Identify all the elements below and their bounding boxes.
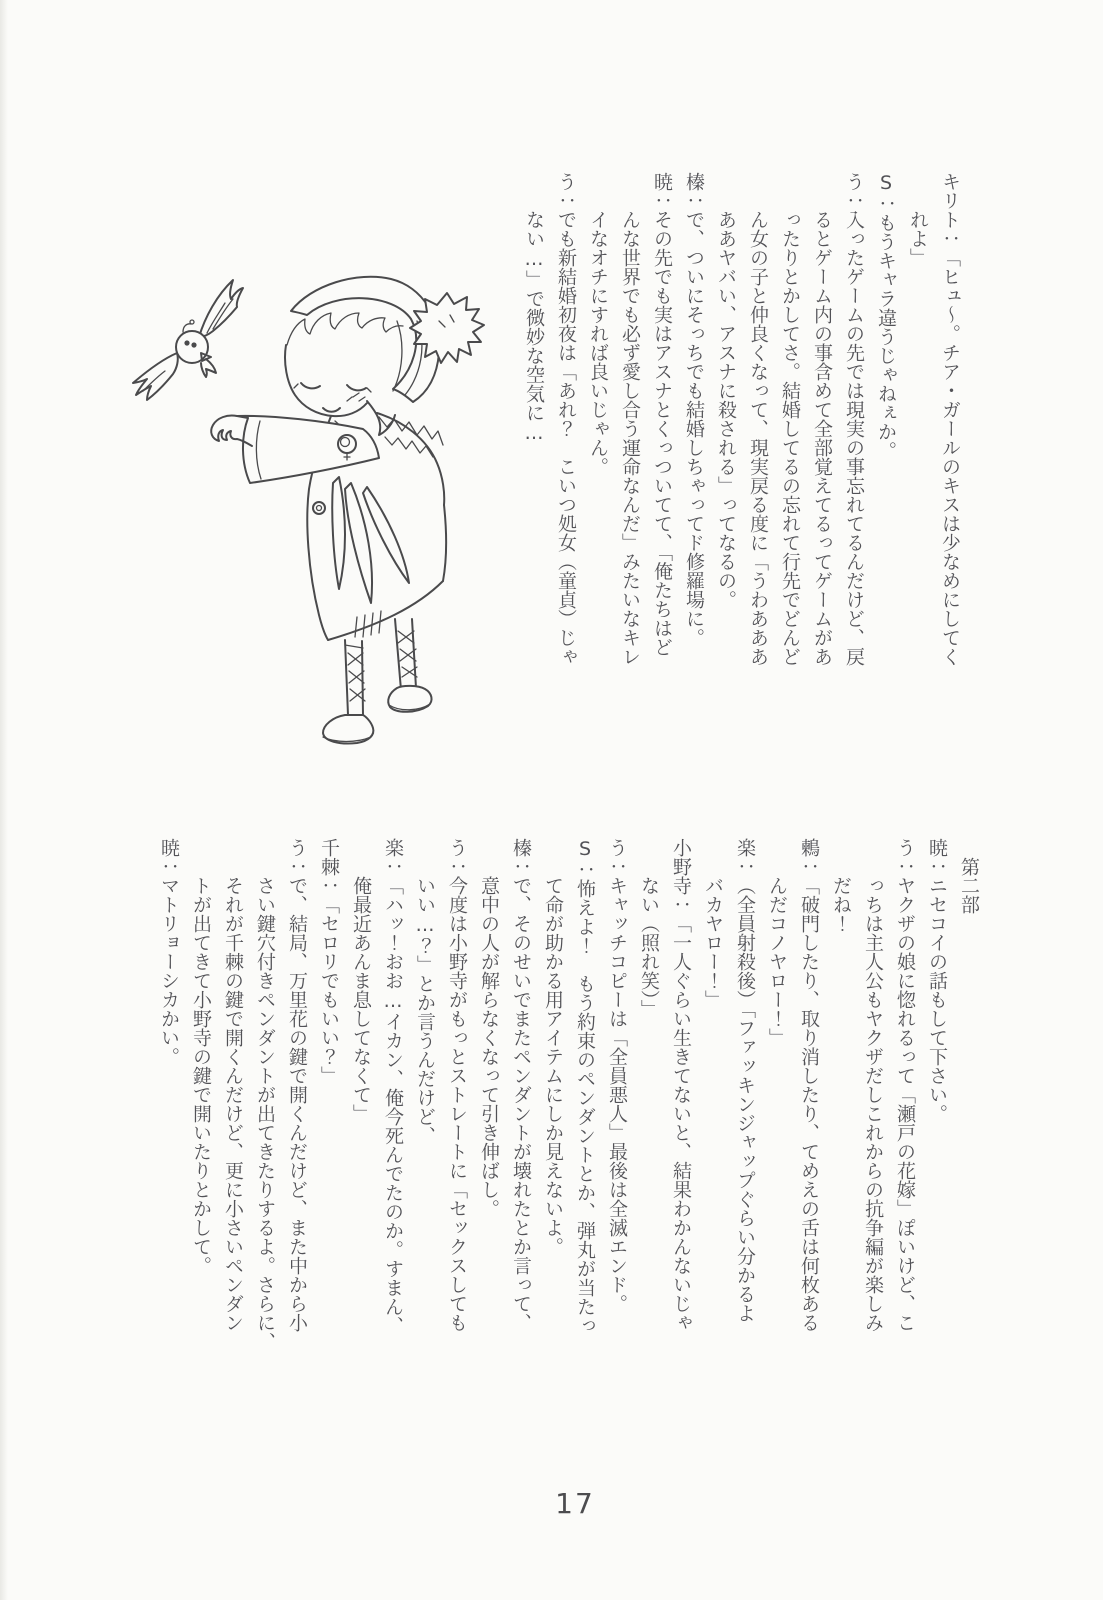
text-column: う：キャッチコピーは「全員悪人」最後は全滅エンド。 bbox=[606, 838, 628, 1313]
text-column: んだコノヤロー！」 bbox=[766, 838, 788, 1047]
chibi-girl-figure bbox=[211, 277, 484, 744]
text-column: ない…」で微妙な空気に… bbox=[523, 172, 545, 444]
text-column: う：入ったゲームの先では現実の事忘れてるんだけど、戻 bbox=[843, 172, 865, 666]
page-number: 17 bbox=[555, 1487, 595, 1520]
flying-bird-icon bbox=[133, 280, 243, 400]
text-column: れよ」 bbox=[907, 172, 929, 267]
text-column: 俺最近あんま息してなくて」 bbox=[350, 838, 372, 1123]
dialogue-block-part2 bbox=[105, 838, 985, 1426]
chibi-girl-with-bird-illustration bbox=[95, 225, 495, 760]
text-column: ない（照れ笑）」 bbox=[638, 838, 660, 1019]
text-column: イなオチにすれば良いじゃん。 bbox=[587, 172, 609, 476]
text-column: 楽：（全員射殺後）「ファッキンジャップぐらい分かるよ bbox=[734, 838, 756, 1323]
text-column: S：もうキャラ違うじゃねぇか。 bbox=[875, 172, 897, 460]
text-column: う：今度は小野寺がもっとストレートに「セックスしても bbox=[446, 838, 468, 1332]
text-column: 鶫：「破門したり、取り消したり、てめえの舌は何枚ある bbox=[798, 838, 820, 1332]
text-column: さい鍵穴付きペンダントが出てきたりするよ。さらに、 bbox=[254, 838, 276, 1351]
text-column: いい…？」とか言うんだけど、 bbox=[414, 838, 436, 1145]
dialogue-block-part1 bbox=[506, 172, 966, 764]
text-column: 楽：「ハッ！おお…イカン、俺今死んでたのか。すまん、 bbox=[382, 838, 404, 1335]
text-column: て命が助かる用アイテムにしか見えないよ。 bbox=[542, 838, 564, 1256]
text-column: 小野寺：「一人ぐらい生きてないと、結果わかんないじゃ bbox=[670, 838, 692, 1332]
text-column: トが出てきて小野寺の鍵で開いたりとかして。 bbox=[190, 838, 212, 1275]
text-column: S：怖えよ！ もう約束のペンダントとか、弾丸が当たっ bbox=[574, 838, 596, 1335]
text-column: ったりとかしてさ。結婚してるの忘れて行先でどんど bbox=[779, 172, 801, 666]
text-column: バカヤロー！」 bbox=[702, 838, 724, 1009]
text-column: キリト：「ヒュ～。チア・ガールのキスは少なめにしてく bbox=[939, 172, 961, 666]
text-column: う：ヤクザの娘に惚れるって「瀬戸の花嫁」ぽいけど、こ bbox=[894, 838, 916, 1332]
text-column: 暁：ニセコイの話もして下さい。 bbox=[926, 838, 948, 1123]
text-column: るとゲーム内の事含めて全部覚えてるってゲームがあ bbox=[811, 172, 833, 666]
scan-edge-shadow bbox=[0, 0, 8, 1600]
section-heading: 第二部 bbox=[958, 838, 980, 914]
text-column: っちは主人公もヤクザだしこれからの抗争編が楽しみ bbox=[862, 838, 884, 1332]
text-column: それが千棘の鍵で開くんだけど、更に小さいペンダン bbox=[222, 838, 244, 1332]
text-column: 榛：で、ついにそっちでも結婚しちゃってド修羅場に。 bbox=[683, 172, 705, 647]
text-column: んな世界でも必ず愛し合う運命なんだ」みたいなキレ bbox=[619, 172, 641, 666]
text-column: 千棘：「セロリでもいい？」 bbox=[318, 838, 340, 1085]
text-column: ん女の子と仲良くなって、現実戻る度に「うわあああ bbox=[747, 172, 769, 666]
text-column: 暁：マトリョーシカかい。 bbox=[158, 838, 180, 1066]
text-column: だね！ bbox=[830, 838, 852, 933]
text-column: う：で、結局、万里花の鍵で開くんだけど、また中から小 bbox=[286, 838, 308, 1332]
text-column: ああヤバい、アスナに殺される」ってなるの。 bbox=[715, 172, 737, 609]
text-column: 榛：で、そのせいでまたペンダントが壊れたとか言って、 bbox=[510, 838, 532, 1332]
text-column: 意中の人が解らなくなって引き伸ばし。 bbox=[478, 838, 500, 1218]
text-column: う：でも新結婚初夜は「あれ？ こいつ処女（童貞）じゃ bbox=[555, 172, 577, 666]
text-column: 暁：その先でも実はアスナとくっついてて、「俺たちはど bbox=[651, 172, 673, 657]
